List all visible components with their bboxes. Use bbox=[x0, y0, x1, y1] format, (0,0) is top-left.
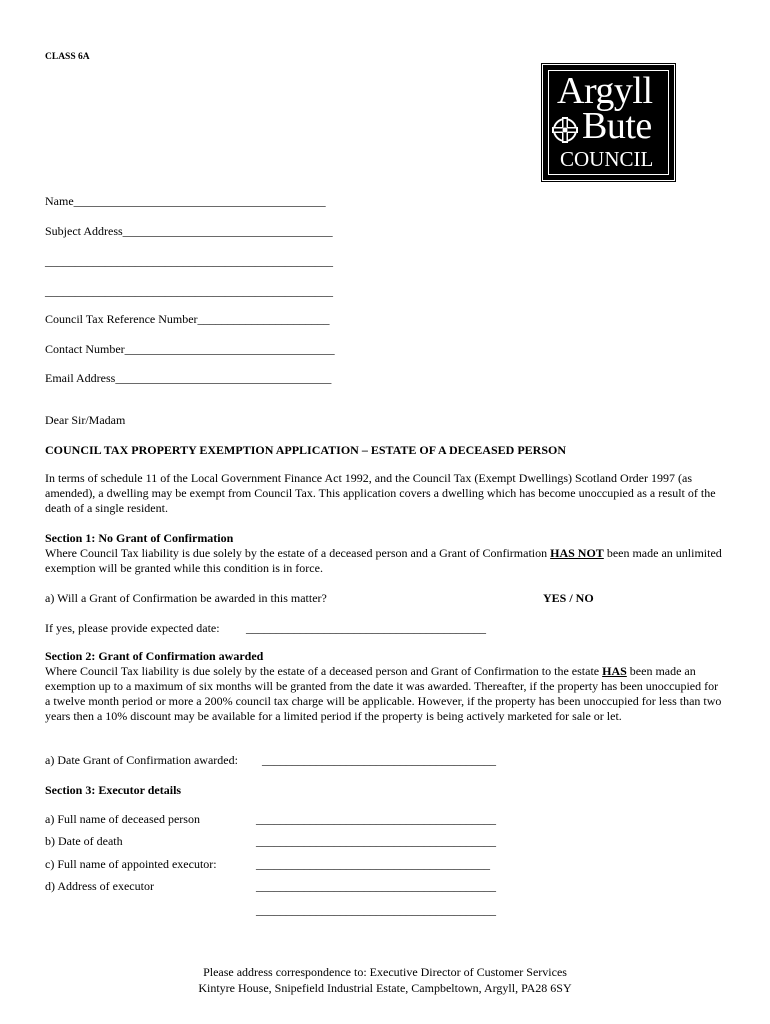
footer-line-2: Kintyre House, Snipefield Industrial Estate, Campbeltown, Argyll, PA28 6SY bbox=[198, 981, 572, 995]
footer-line-1: Please address correspondence to: Executive Director of Customer Services bbox=[203, 965, 567, 979]
has-not-emphasis: HAS NOT bbox=[550, 546, 604, 560]
council-logo bbox=[543, 65, 674, 180]
deceased-name-field[interactable]: ________________________________________ bbox=[256, 812, 496, 826]
logo-text-argyll: Argyll bbox=[557, 70, 653, 112]
date-of-death-field[interactable]: ________________________________________ bbox=[256, 834, 496, 848]
salutation: Dear Sir/Madam bbox=[45, 413, 126, 427]
confirmation-date-field[interactable]: _______________________________________ bbox=[262, 753, 496, 767]
section1-heading: Section 1: No Grant of Confirmation bbox=[45, 531, 234, 545]
expected-date-label: If yes, please provide expected date: bbox=[45, 621, 220, 635]
deceased-name-label: a) Full name of deceased person bbox=[45, 812, 200, 826]
address-line-3[interactable]: ________________________________________________ bbox=[45, 284, 333, 298]
section1-question: a) Will a Grant of Confirmation be awarded in this matter? bbox=[45, 591, 327, 605]
intro-paragraph: In terms of schedule 11 of the Local Government Finance Act 1992, and the Council Tax (Exempt Dwellings) Scotland Order 1997 (as amended), a dwelling may be exempt from Council Tax. This application covers a dwelling which has become unoccupied as a result of the death of a single resident. bbox=[45, 471, 716, 515]
contact-number-field[interactable]: Contact Number___________________________________ bbox=[45, 342, 335, 356]
subject-address-field[interactable]: Subject Address___________________________________ bbox=[45, 224, 333, 238]
confirmation-date-label: a) Date Grant of Confirmation awarded: bbox=[45, 753, 238, 767]
section1-paragraph: Where Council Tax liability is due solely by the estate of a deceased person and a Grant of Confirmation HAS NOT been made an unlimited exemption will be granted while this condition is in force. bbox=[45, 546, 722, 575]
yes-no-options[interactable]: YES / NO bbox=[543, 591, 594, 605]
class-label: CLASS 6A bbox=[45, 52, 90, 62]
email-address-field[interactable]: Email Address____________________________________ bbox=[45, 371, 332, 385]
executor-name-field[interactable]: _______________________________________ bbox=[256, 857, 490, 871]
logo-text-bute: Bute bbox=[582, 105, 652, 147]
address-line-2[interactable]: ________________________________________________ bbox=[45, 254, 333, 268]
executor-address-label: d) Address of executor bbox=[45, 879, 154, 893]
council-tax-reference-field[interactable]: Council Tax Reference Number______________________ bbox=[45, 312, 330, 326]
executor-address-field-2[interactable]: ________________________________________ bbox=[256, 903, 496, 917]
expected-date-field[interactable]: ________________________________________ bbox=[246, 621, 486, 635]
celtic-cross-icon bbox=[550, 115, 580, 145]
executor-address-field[interactable]: ________________________________________ bbox=[256, 879, 496, 893]
date-of-death-label: b) Date of death bbox=[45, 834, 123, 848]
logo-text-council: COUNCIL bbox=[560, 147, 654, 171]
name-field[interactable]: Name__________________________________________ bbox=[45, 194, 326, 208]
section2-paragraph: Where Council Tax liability is due solely by the estate of a deceased person and Grant of Confirmation to the estate HAS been made an exemption up to a maximum of six months will be granted from the date it was awarded. Thereafter, if the property has been unoccupied for a twelve month period or more a 200% council tax charge will be applicable. However, if the property has been unoccupied for less than two years then a 10% discount may be available for a limited period if the property is being actively marketed for sale or let. bbox=[45, 664, 722, 723]
form-title: COUNCIL TAX PROPERTY EXEMPTION APPLICATION – ESTATE OF A DECEASED PERSON bbox=[45, 443, 566, 457]
section3-heading: Section 3: Executor details bbox=[45, 783, 182, 797]
section2-heading: Section 2: Grant of Confirmation awarded bbox=[45, 649, 264, 663]
has-emphasis: HAS bbox=[602, 664, 627, 678]
executor-name-label: c) Full name of appointed executor: bbox=[45, 857, 217, 871]
